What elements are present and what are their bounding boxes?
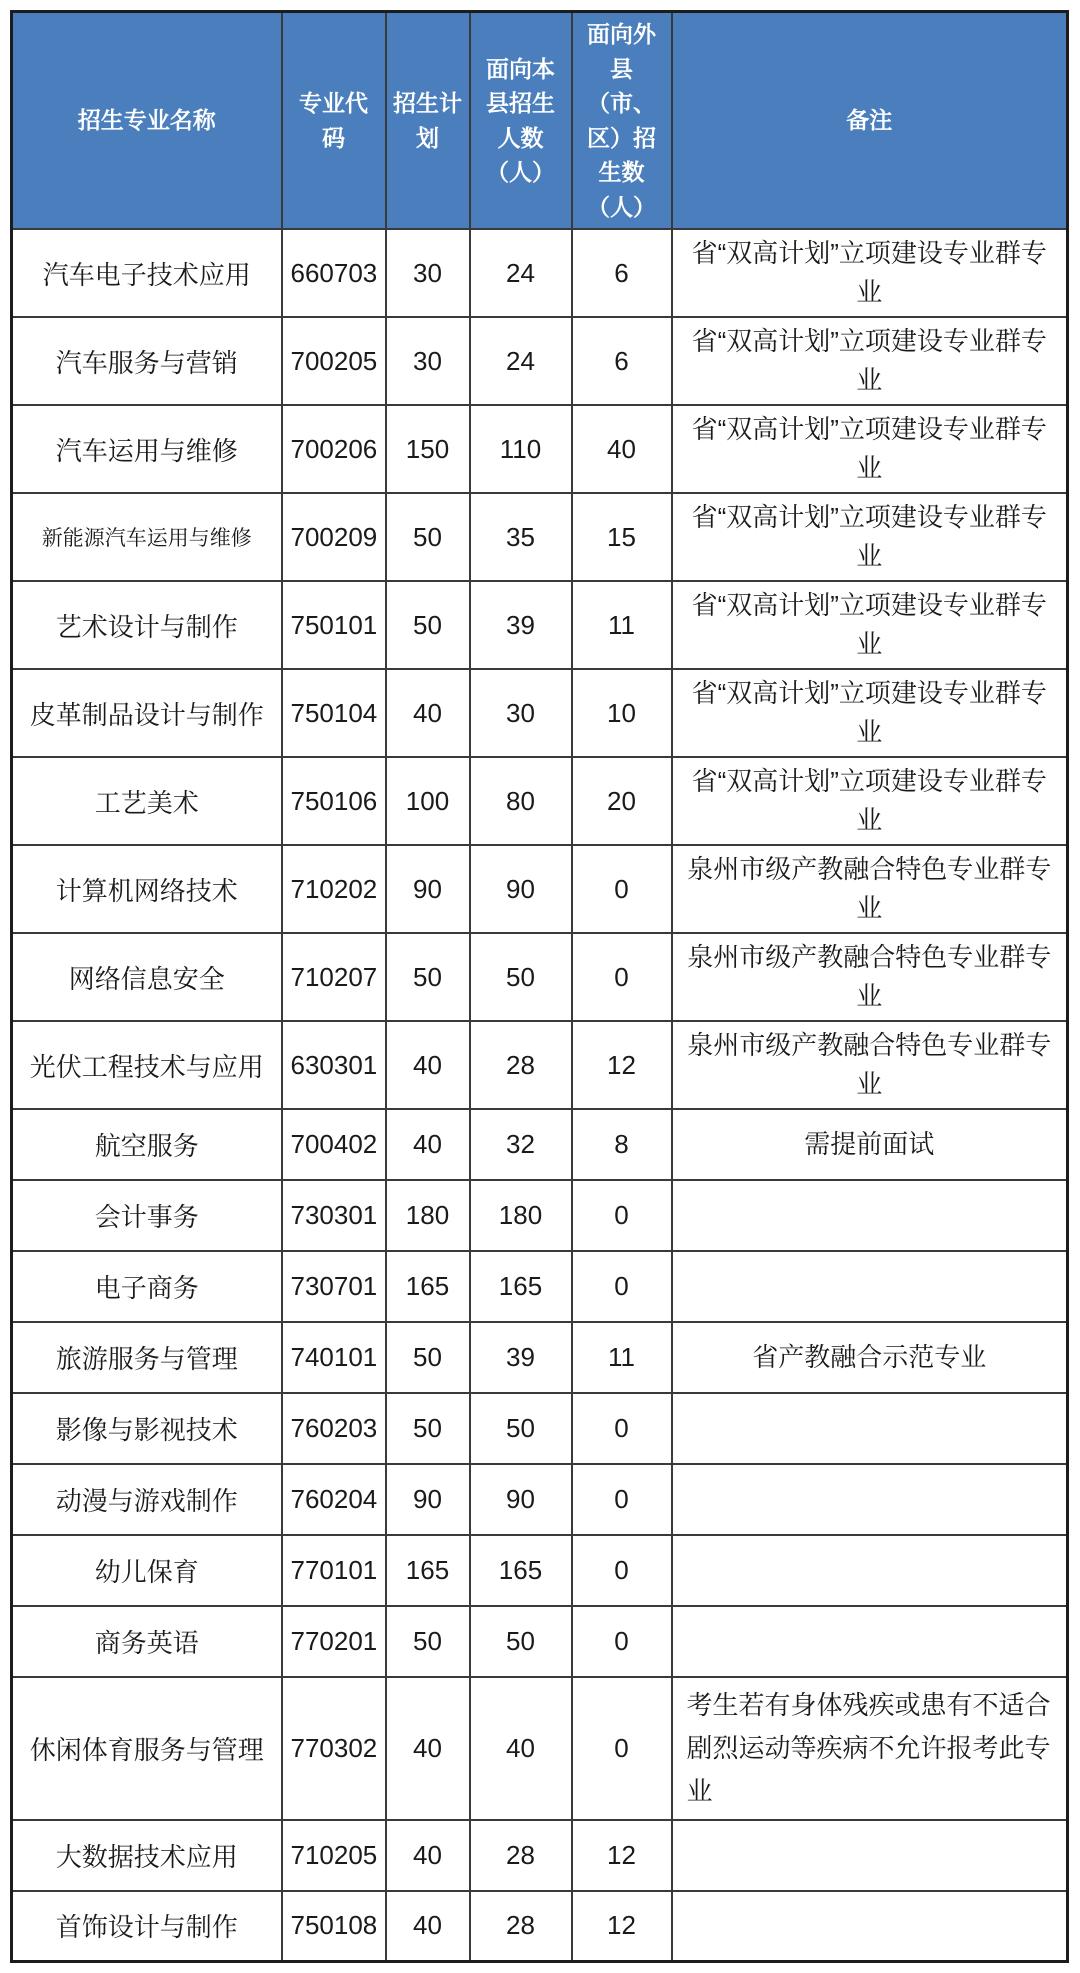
- cell-plan: 180: [386, 1180, 470, 1251]
- cell-outside-count: 0: [572, 1535, 672, 1606]
- cell-local-count: 40: [470, 1677, 572, 1820]
- cell-outside-count: 12: [572, 1891, 672, 1962]
- cell-local-count: 50: [470, 933, 572, 1021]
- cell-local-count: 28: [470, 1891, 572, 1962]
- table-row: [12, 1464, 1068, 1535]
- table-row: [12, 1021, 1068, 1109]
- cell-outside-count: 0: [572, 1393, 672, 1464]
- cell-outside-count: 40: [572, 405, 672, 493]
- cell-plan: 40: [386, 669, 470, 757]
- cell-outside-count: 0: [572, 1251, 672, 1322]
- cell-local-count: 90: [470, 845, 572, 933]
- cell-major-name: 休闲体育服务与管理: [12, 1677, 282, 1820]
- cell-outside-count: 15: [572, 493, 672, 581]
- cell-local-count: 165: [470, 1535, 572, 1606]
- cell-remark: 泉州市级产教融合特色专业群专业: [672, 933, 1068, 1021]
- cell-outside-count: 0: [572, 1677, 672, 1820]
- cell-remark: 省“双高计划”立项建设专业群专业: [672, 317, 1068, 405]
- cell-major-code: 740101: [282, 1322, 386, 1393]
- table-row: [12, 1251, 1068, 1322]
- cell-major-name: 首饰设计与制作: [12, 1891, 282, 1962]
- cell-plan: 40: [386, 1820, 470, 1891]
- cell-major-name: 网络信息安全: [12, 933, 282, 1021]
- cell-outside-count: 12: [572, 1021, 672, 1109]
- cell-remark: 考生若有身体残疾或患有不适合剧烈运动等疾病不允许报考此专业: [672, 1677, 1068, 1820]
- table-body: [12, 229, 1068, 1962]
- cell-major-name: 动漫与游戏制作: [12, 1464, 282, 1535]
- cell-plan: 40: [386, 1109, 470, 1180]
- cell-local-count: 35: [470, 493, 572, 581]
- cell-major-name: 新能源汽车运用与维修: [12, 493, 282, 581]
- cell-major-name: 计算机网络技术: [12, 845, 282, 933]
- cell-local-count: 24: [470, 317, 572, 405]
- cell-plan: 90: [386, 1464, 470, 1535]
- cell-outside-count: 10: [572, 669, 672, 757]
- cell-remark: [672, 1251, 1068, 1322]
- cell-major-name: 影像与影视技术: [12, 1393, 282, 1464]
- cell-plan: 150: [386, 405, 470, 493]
- cell-remark: 省“双高计划”立项建设专业群专业: [672, 405, 1068, 493]
- cell-major-name: 大数据技术应用: [12, 1820, 282, 1891]
- cell-major-code: 770201: [282, 1606, 386, 1677]
- cell-remark: [672, 1464, 1068, 1535]
- table-row: [12, 1180, 1068, 1251]
- cell-local-count: 90: [470, 1464, 572, 1535]
- cell-major-code: 750108: [282, 1891, 386, 1962]
- table-row: [12, 669, 1068, 757]
- cell-major-name: 旅游服务与管理: [12, 1322, 282, 1393]
- cell-remark: [672, 1820, 1068, 1891]
- cell-outside-count: 0: [572, 1464, 672, 1535]
- cell-major-code: 660703: [282, 229, 386, 317]
- cell-plan: 50: [386, 1606, 470, 1677]
- cell-major-code: 730701: [282, 1251, 386, 1322]
- table-row: [12, 757, 1068, 845]
- cell-remark: 泉州市级产教融合特色专业群专业: [672, 1021, 1068, 1109]
- cell-major-name: 皮革制品设计与制作: [12, 669, 282, 757]
- table-row: [12, 493, 1068, 581]
- table-row: [12, 933, 1068, 1021]
- cell-major-code: 700402: [282, 1109, 386, 1180]
- table-row: [12, 1109, 1068, 1180]
- cell-plan: 50: [386, 581, 470, 669]
- cell-major-code: 770101: [282, 1535, 386, 1606]
- cell-remark: 省“双高计划”立项建设专业群专业: [672, 581, 1068, 669]
- cell-major-name: 工艺美术: [12, 757, 282, 845]
- cell-outside-count: 8: [572, 1109, 672, 1180]
- cell-major-name: 会计事务: [12, 1180, 282, 1251]
- cell-outside-count: 20: [572, 757, 672, 845]
- cell-local-count: 39: [470, 581, 572, 669]
- cell-remark: [672, 1535, 1068, 1606]
- cell-plan: 40: [386, 1891, 470, 1962]
- table-row: [12, 1677, 1068, 1820]
- col-header-remark: 备注: [672, 12, 1068, 230]
- cell-remark: [672, 1891, 1068, 1962]
- table-row: [12, 1535, 1068, 1606]
- col-header-major-name: 招生专业名称: [12, 12, 282, 230]
- table-row: [12, 1322, 1068, 1393]
- cell-local-count: 80: [470, 757, 572, 845]
- cell-outside-count: 0: [572, 1180, 672, 1251]
- header-row: [12, 12, 1068, 230]
- cell-major-code: 760203: [282, 1393, 386, 1464]
- cell-plan: 50: [386, 493, 470, 581]
- cell-outside-count: 12: [572, 1820, 672, 1891]
- cell-plan: 30: [386, 317, 470, 405]
- cell-local-count: 28: [470, 1820, 572, 1891]
- table-row: [12, 229, 1068, 317]
- table-header: [12, 12, 1068, 230]
- cell-remark: 泉州市级产教融合特色专业群专业: [672, 845, 1068, 933]
- cell-plan: 50: [386, 1393, 470, 1464]
- cell-outside-count: 11: [572, 1322, 672, 1393]
- cell-local-count: 39: [470, 1322, 572, 1393]
- cell-major-code: 710207: [282, 933, 386, 1021]
- table-row: [12, 1606, 1068, 1677]
- cell-major-name: 汽车服务与营销: [12, 317, 282, 405]
- cell-outside-count: 0: [572, 1606, 672, 1677]
- cell-outside-count: 0: [572, 845, 672, 933]
- cell-remark: 省“双高计划”立项建设专业群专业: [672, 229, 1068, 317]
- cell-major-code: 750101: [282, 581, 386, 669]
- cell-local-count: 165: [470, 1251, 572, 1322]
- cell-major-code: 770302: [282, 1677, 386, 1820]
- cell-outside-count: 6: [572, 229, 672, 317]
- cell-remark: [672, 1393, 1068, 1464]
- cell-local-count: 30: [470, 669, 572, 757]
- cell-remark: 省“双高计划”立项建设专业群专业: [672, 493, 1068, 581]
- cell-major-name: 汽车电子技术应用: [12, 229, 282, 317]
- cell-remark: 需提前面试: [672, 1109, 1068, 1180]
- cell-local-count: 110: [470, 405, 572, 493]
- cell-major-name: 商务英语: [12, 1606, 282, 1677]
- cell-remark: 省产教融合示范专业: [672, 1322, 1068, 1393]
- cell-plan: 50: [386, 933, 470, 1021]
- cell-remark: [672, 1606, 1068, 1677]
- table-row: [12, 1393, 1068, 1464]
- cell-plan: 40: [386, 1677, 470, 1820]
- cell-outside-count: 0: [572, 933, 672, 1021]
- table-row: [12, 845, 1068, 933]
- cell-local-count: 180: [470, 1180, 572, 1251]
- cell-plan: 30: [386, 229, 470, 317]
- cell-plan: 90: [386, 845, 470, 933]
- cell-major-code: 750106: [282, 757, 386, 845]
- col-header-plan: 招生计划: [386, 12, 470, 230]
- cell-remark: 省“双高计划”立项建设专业群专业: [672, 757, 1068, 845]
- cell-local-count: 50: [470, 1606, 572, 1677]
- cell-major-name: 电子商务: [12, 1251, 282, 1322]
- cell-major-code: 630301: [282, 1021, 386, 1109]
- cell-major-name: 汽车运用与维修: [12, 405, 282, 493]
- cell-major-code: 700205: [282, 317, 386, 405]
- cell-major-code: 700209: [282, 493, 386, 581]
- table-row: [12, 1820, 1068, 1891]
- cell-plan: 165: [386, 1251, 470, 1322]
- col-header-major-code: 专业代码: [282, 12, 386, 230]
- cell-outside-count: 6: [572, 317, 672, 405]
- cell-local-count: 28: [470, 1021, 572, 1109]
- cell-major-name: 航空服务: [12, 1109, 282, 1180]
- cell-plan: 100: [386, 757, 470, 845]
- table-row: [12, 1891, 1068, 1962]
- cell-major-code: 750104: [282, 669, 386, 757]
- cell-local-count: 50: [470, 1393, 572, 1464]
- col-header-outside-count: 面向外县（市、区）招生数（人）: [572, 12, 672, 230]
- cell-plan: 165: [386, 1535, 470, 1606]
- enrollment-plan-table: [10, 10, 1069, 1963]
- cell-plan: 50: [386, 1322, 470, 1393]
- col-header-local-count: 面向本县招生人数（人）: [470, 12, 572, 230]
- cell-major-name: 艺术设计与制作: [12, 581, 282, 669]
- cell-remark: [672, 1180, 1068, 1251]
- cell-major-name: 光伏工程技术与应用: [12, 1021, 282, 1109]
- cell-outside-count: 11: [572, 581, 672, 669]
- cell-local-count: 24: [470, 229, 572, 317]
- cell-local-count: 32: [470, 1109, 572, 1180]
- cell-major-code: 710202: [282, 845, 386, 933]
- cell-major-code: 760204: [282, 1464, 386, 1535]
- cell-major-code: 700206: [282, 405, 386, 493]
- cell-major-name: 幼儿保育: [12, 1535, 282, 1606]
- table-row: [12, 581, 1068, 669]
- cell-plan: 40: [386, 1021, 470, 1109]
- cell-major-code: 710205: [282, 1820, 386, 1891]
- cell-major-code: 730301: [282, 1180, 386, 1251]
- table-row: [12, 405, 1068, 493]
- cell-remark: 省“双高计划”立项建设专业群专业: [672, 669, 1068, 757]
- table-row: [12, 317, 1068, 405]
